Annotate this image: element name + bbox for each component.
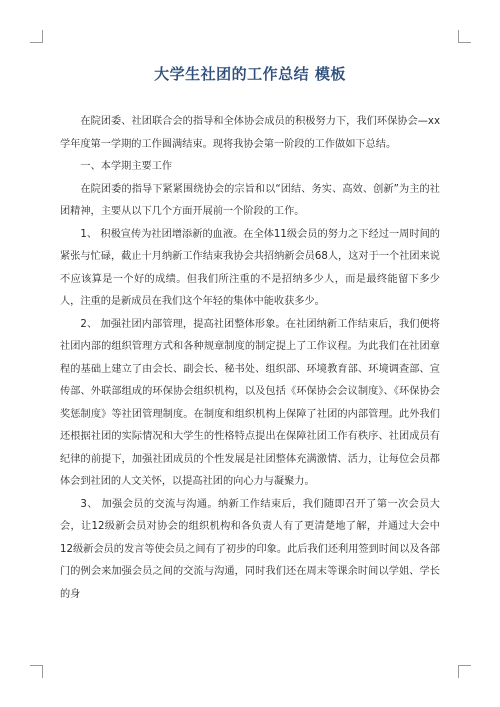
paragraph-intro: 在院团委、社团联合会的指导和全体协会成员的积极努力下，我们环保协会—xx学年度第一学期的工作圆满结束。现将我协会第一阶段的工作做如下总结。	[60, 116, 440, 150]
paragraph-guidance: 在院团委的指导下紧紧围绕协会的宗旨和以“团结、务实、高效、创新”为主的社团精神，主要从以下几个方面开展前一个阶段的工作。	[60, 183, 440, 217]
section-heading: 一、本学期主要工作	[80, 161, 173, 172]
paragraph-item-2: 2、 加强社团内部管理，提高社团整体形象。在社团纳新工作结束后，我们便将社团内部的组织管理方式和各种规章制度的制定提上了工作议程。为此我们在社团章程的基础上建立了由会长、副会长、秘书处、组织部、环境教育部、环境调查部、宣传部、外联部组成的环保协会组织机构，以及包括《环保协会会议制度》、《环保协会奖惩制度》等社团管理制度。在制度和组织机构上保障了社团的内部管理。此外我们还根据社团的实际情况和大学生的性格特点提出在保障社团工作有秩序、社团成员有纪律的前提下，加强社团成员的个性发展是社团整体充满激情、活力，让每位会员都体会到社团的人文关怀，以提高社团的向心力与凝聚力。	[60, 318, 440, 487]
crop-mark-bottom-right	[458, 665, 471, 678]
paragraph-item-3: 3、 加强会员的交流与沟通。纳新工作结束后，我们随即召开了第一次会员大会，让12级新会员对协会的组织机构和各负责人有了更清楚地了解，并通过大会中12级新会员的发言等使会员之间有了初步的印象。此后我们还利用签到时间以及各部门的例会来加强会员之间的交流与沟通，同时我们还在周末等课余时间以学姐、学长的身	[60, 498, 440, 600]
crop-mark-top-left	[30, 30, 43, 43]
document-title: 大学生社团的工作总结 模板	[154, 65, 346, 83]
paragraph-item-1: 1、 积极宣传为社团增添新的血液。在全体11级会员的努力之下经过一周时间的紧张与忙碌，截止十月纳新工作结束我协会共招纳新会员68人，这对于一个社团来说不应该算是一个好的成绩。但我们所注重的不是招纳多少人，而是最终能留下多少人，注重的是新成员在我们这个年轻的集体中能收获多少。	[60, 228, 440, 307]
crop-mark-bottom-left	[30, 665, 43, 678]
document-body	[60, 111, 440, 606]
crop-mark-top-right	[458, 30, 471, 43]
